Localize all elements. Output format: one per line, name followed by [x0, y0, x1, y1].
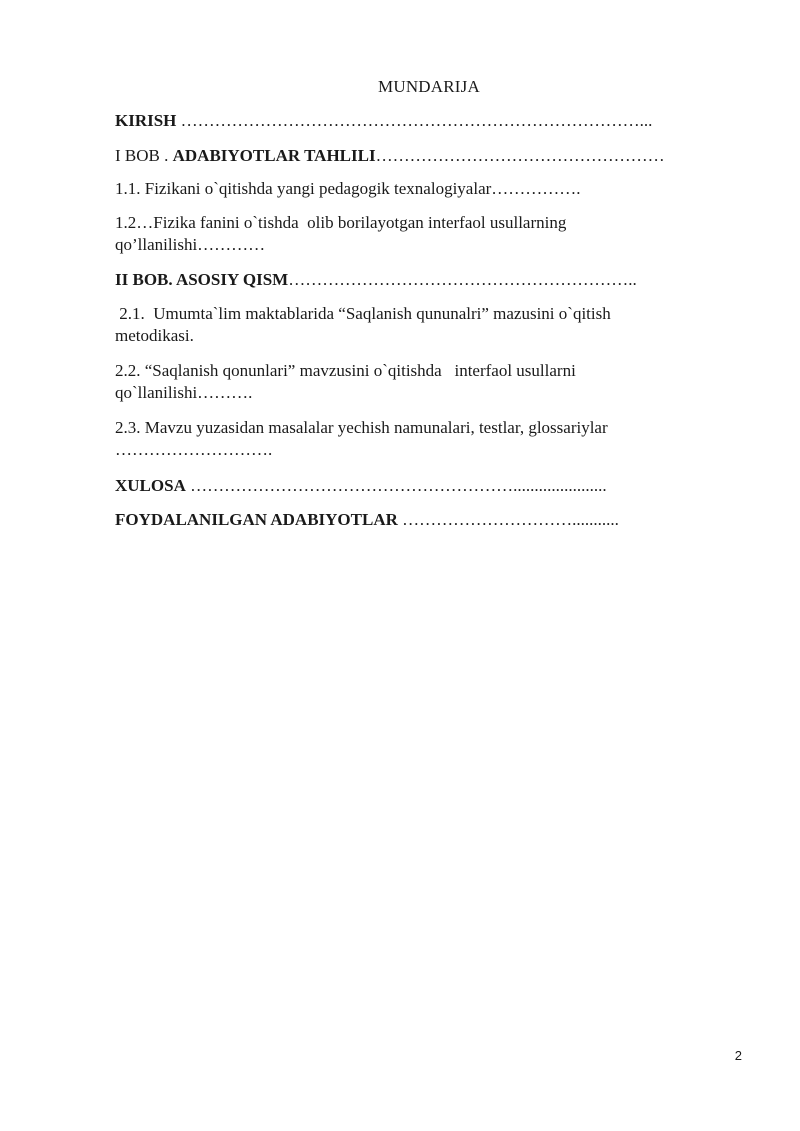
toc-entry-xulosa: [115, 475, 607, 497]
toc-entry-dots: …………………………...........: [397, 510, 619, 529]
toc-entry-line: metodikasi.: [115, 326, 194, 345]
toc-entry-line: 2.3. Mavzu yuzasidan masalalar yechish namunalari, testlar, glossariylar: [115, 418, 608, 437]
toc-entry-2-3: [115, 417, 608, 461]
toc-entry-dots: ……………………………………………: [375, 146, 665, 165]
toc-entry-1-1: 1.1. Fizikani o`qitishda yangi pedagogik texnalogiyalar…………….: [115, 179, 581, 198]
page-number: 2: [734, 1048, 742, 1063]
toc-entry-1-2: [115, 212, 566, 256]
toc-entry-dots: …………………………………………………......................: [185, 476, 607, 495]
toc-entry-line: qo’llanilishi…………: [115, 235, 266, 254]
toc-entry-line: ……………………….: [115, 440, 273, 459]
toc-entry-dots: ……………………………………………………..: [288, 270, 637, 289]
toc-entry-dots: ………………………………………………………………………...: [176, 111, 653, 130]
toc-entry-label: ADABIYOTLAR TAHLILI: [172, 146, 376, 165]
toc-entry-label: FOYDALANILGAN ADABIYOTLAR: [115, 510, 398, 529]
toc-entry-2-1: [115, 303, 611, 347]
toc-entry-bob1: [115, 145, 665, 167]
toc-entry-2-2: [115, 360, 576, 404]
toc-entry-bob2: [115, 269, 637, 291]
toc-entry-label: II BOB. ASOSIY QISM: [115, 270, 289, 289]
toc-entry-label: XULOSA: [115, 476, 186, 495]
toc-entry-line: 2.1. Umumta`lim maktablarida “Saqlanish qununalri” mazusini o`qitish: [115, 304, 611, 323]
toc-entry-kirish: [115, 110, 652, 132]
toc-entry-foydalanilgan: [115, 509, 619, 531]
toc-entry-line: qo`llanilishi……….: [115, 383, 253, 402]
toc-title: MUNDARIJA: [378, 77, 480, 96]
toc-entry-prefix: I BOB .: [115, 146, 173, 165]
toc-entry-line: 2.2. “Saqlanish qonunlari” mavzusini o`qitishda interfaol usullarni: [115, 361, 576, 380]
toc-entry-label: KIRISH: [115, 111, 177, 130]
toc-entry-line: 1.2…Fizika fanini o`tishda olib borilayotgan interfaol usullarning: [115, 213, 567, 232]
